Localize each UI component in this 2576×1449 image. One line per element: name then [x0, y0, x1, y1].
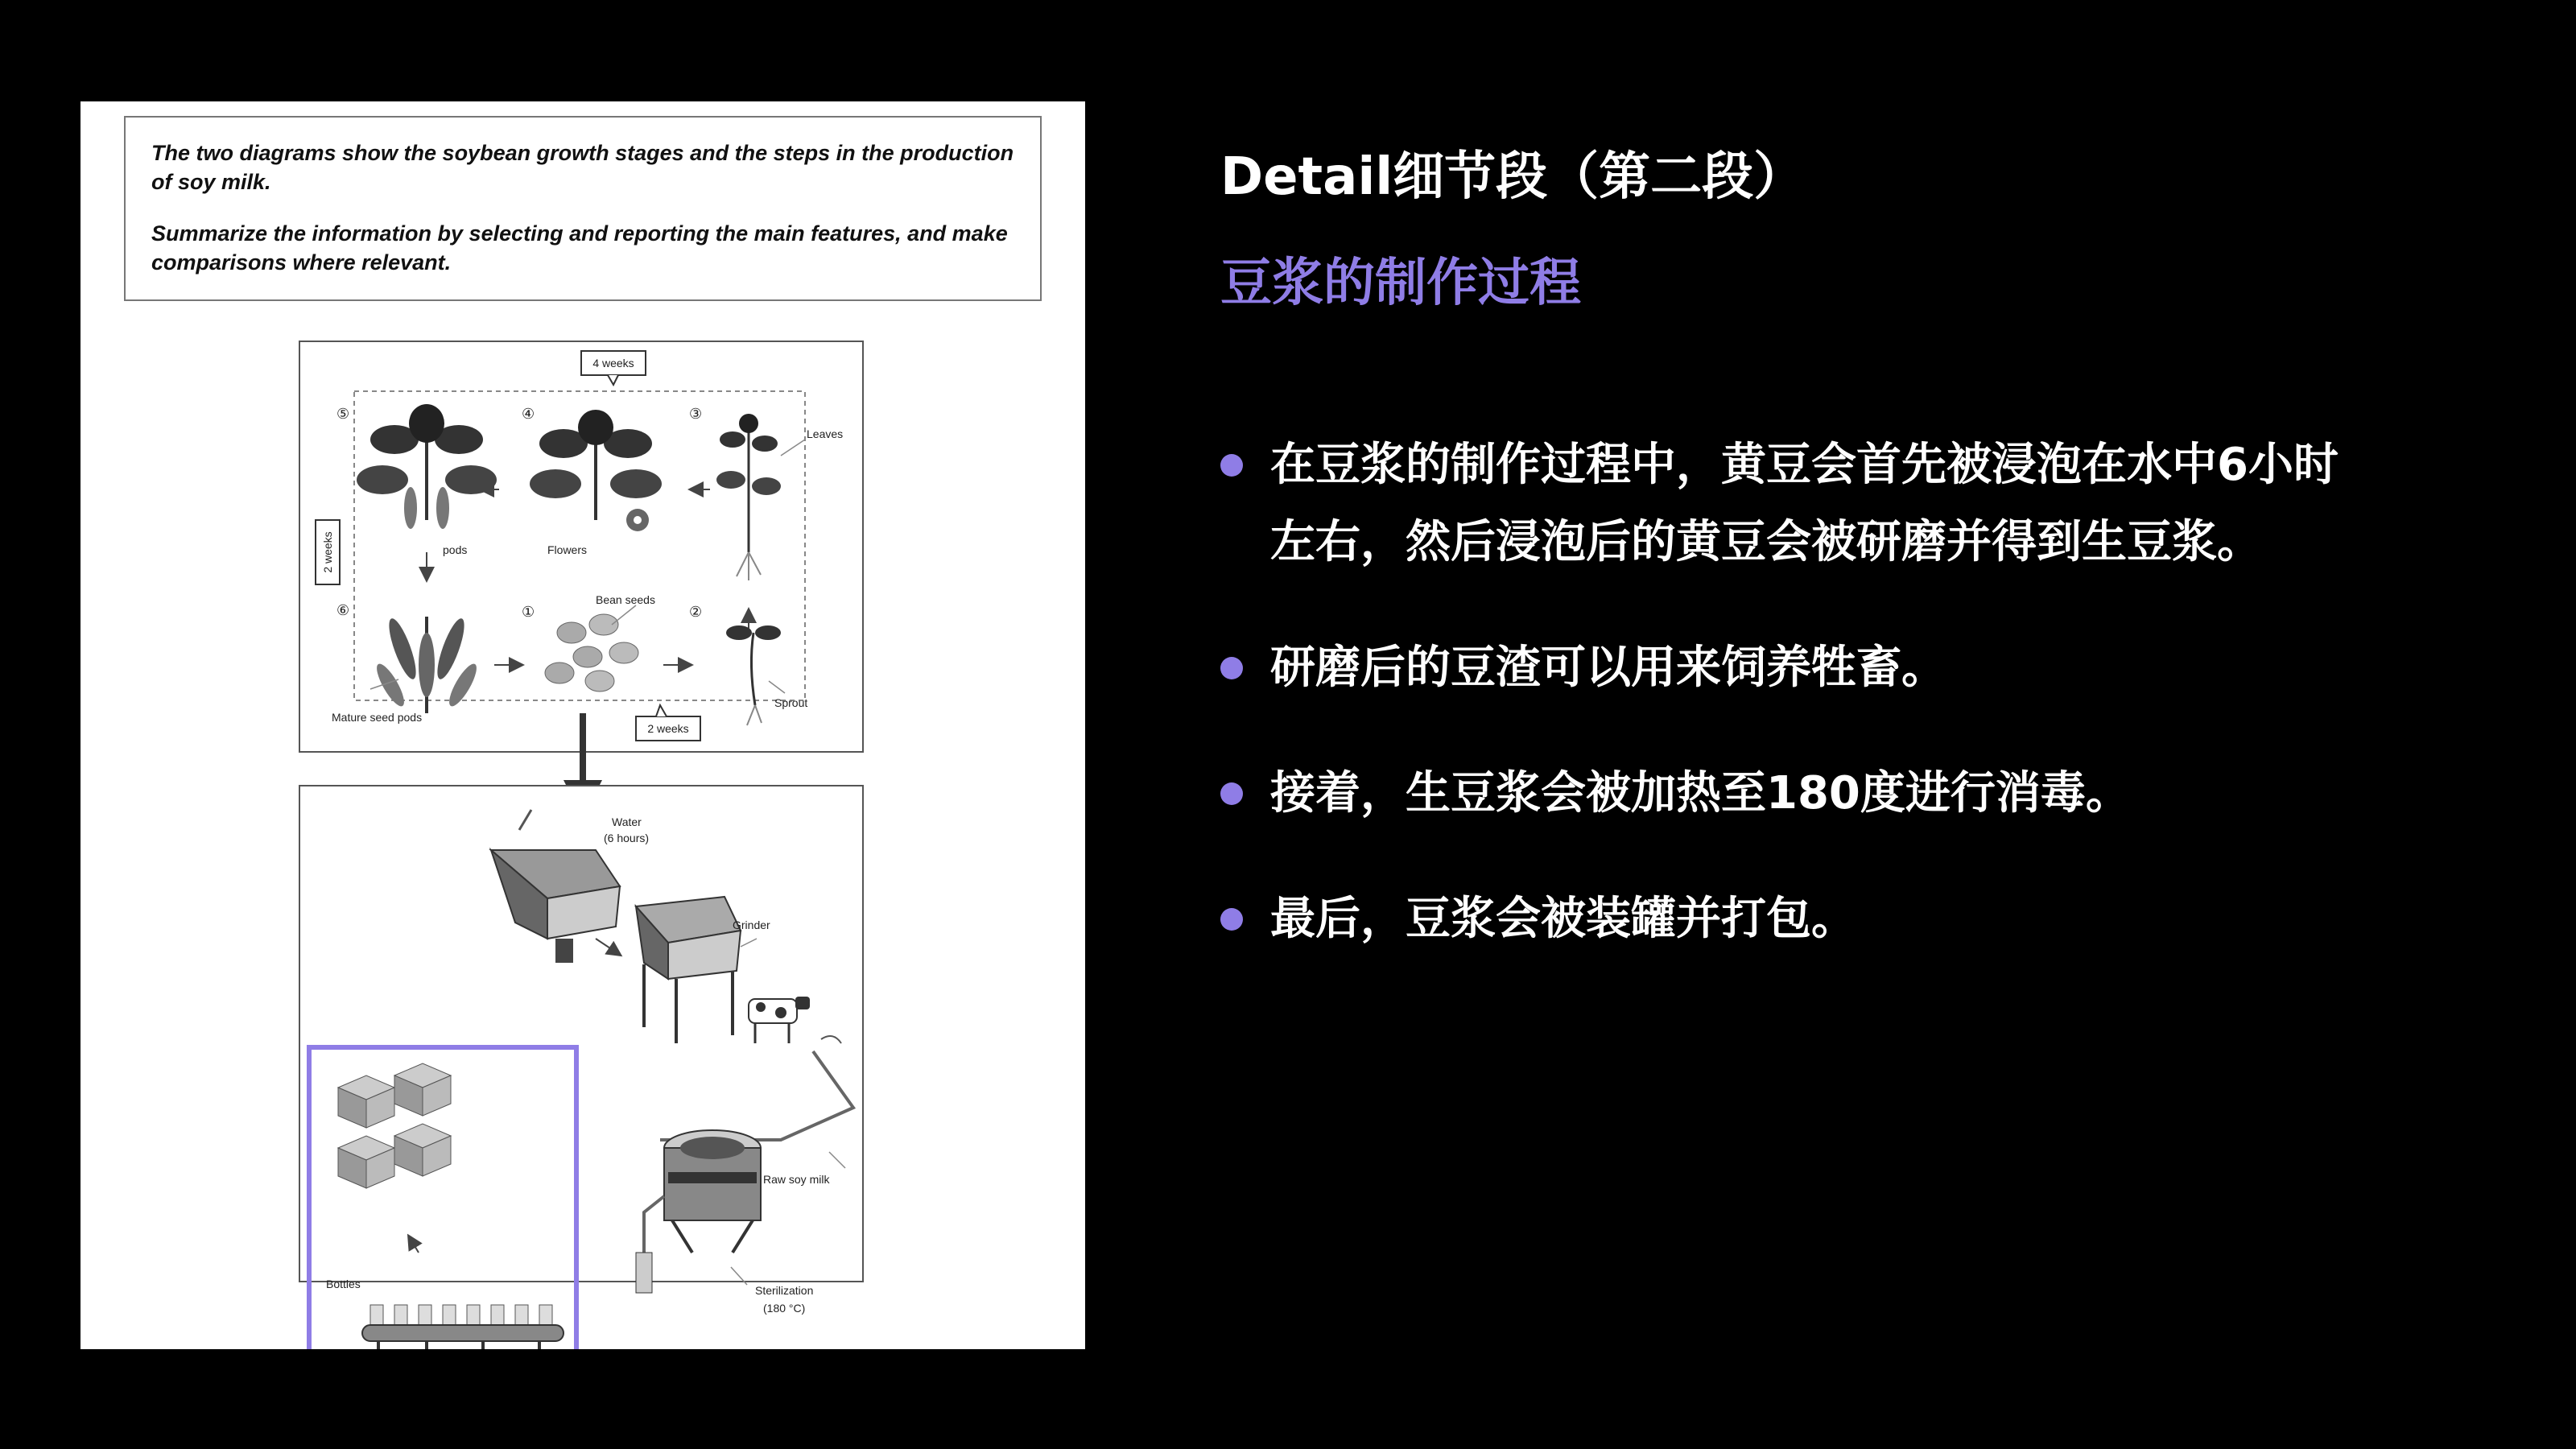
bullet-dot-icon [1220, 908, 1243, 931]
duration-bottom-label: 2 weeks [647, 722, 689, 735]
bottle-conveyor [326, 1278, 564, 1349]
stage-1-label: Bean seeds [596, 593, 655, 606]
stage-3-number: ③ [689, 406, 703, 422]
diagrams-figure [80, 101, 1085, 1349]
production-diagram [299, 786, 863, 1349]
bullet-item [1220, 755, 2508, 832]
bullet-text: 在豆浆的制作过程中，黄豆会首先被浸泡在水中6小时左右，然后浸泡后的黄豆会被研磨并得到生豆浆。 [1270, 439, 2339, 568]
water-label: Water [612, 815, 642, 828]
bullet-text: 研磨后的豆渣可以用来饲养牲畜。 [1270, 642, 1946, 694]
bullet-text: 接着，生豆浆会被加热至180度进行消毒。 [1270, 767, 2131, 819]
stage-2-label: Sprout [774, 696, 808, 709]
stage-5-number: ⑤ [336, 406, 350, 422]
stage-6-label: Mature seed pods [332, 711, 423, 724]
stage-1-number: ① [522, 604, 535, 620]
stage-4-number: ④ [522, 406, 535, 422]
growth-stages-diagram [201, 341, 863, 752]
bullet-dot-icon [1220, 454, 1243, 477]
sterilization-temp-label: (180 °C) [763, 1302, 806, 1315]
stage-5-label: pods [443, 543, 468, 556]
bullet-dot-icon [1220, 657, 1243, 679]
duration-side-label: 2 weeks [321, 531, 334, 573]
slide-subtitle: 豆浆的制作过程 [1220, 254, 1581, 313]
bullet-item [1220, 427, 2508, 581]
prompt-line-2: Summarize the information by selecting and reporting the main features, and make comparisons where relevant. [151, 221, 1008, 275]
bottles-label: Bottles [326, 1278, 361, 1290]
bullet-dot-icon [1220, 782, 1243, 805]
stage-6-number: ⑥ [336, 602, 350, 618]
bullet-item [1220, 630, 2508, 707]
duration-side-callout [316, 520, 340, 584]
bullet-item [1220, 881, 2508, 958]
stage-4-label: Flowers [547, 543, 588, 556]
bullet-list [1220, 427, 2508, 1006]
task-document [80, 101, 1085, 1349]
stage-3-label: Leaves [807, 427, 844, 440]
water-time-label: (6 hours) [604, 832, 650, 844]
raw-milk-label: Raw soy milk [763, 1173, 830, 1186]
duration-top-label: 4 weeks [592, 357, 634, 369]
sterilization-label: Sterilization [755, 1284, 814, 1297]
slide-title: Detail细节段（第二段） [1220, 147, 1806, 207]
stage-2-number: ② [689, 604, 703, 620]
grinder-label: Grinder [733, 919, 770, 931]
prompt-line-1: The two diagrams show the soybean growth stages and the steps in the production of soy milk. [151, 141, 1014, 194]
bullet-text: 最后，豆浆会被装罐并打包。 [1270, 893, 1856, 945]
